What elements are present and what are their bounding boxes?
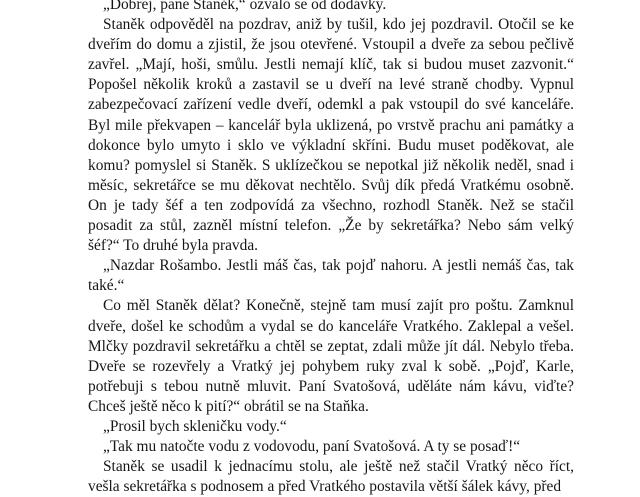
paragraph-3: „Nazdar Rošambo. Jestli máš čas, tak pojď nahoru. A jestli nemáš čas, tak také.“ (88, 257, 574, 295)
paragraph-6: „Tak mu natočte vodu z vodovodu, paní Svatošová. A ty se posaď!“ (103, 438, 521, 456)
paragraph-4: Co měl Staněk dělat? Konečně, stejně tam musí zajít pro poštu. Zamknul dveře, došel ke schodům a vydal se do kanceláře Vratkého. Zaklepal a vešel. Mlčky pozdravil sekretářku a chtěl se zeptat, zdali může jít dál. Nebylo třeba. Dveře se rozevřely a Vratký jej pohybem ruky zval k sobě. „Pojď, Karle, potřebuji s tebou nutně mluvit. Paní Svatošová, uděláte nám kávu, viďte? Chceš ještě něco k pití?“ obrátil se na Staňka. (88, 297, 574, 415)
paragraph-1: „Dobrej, pane Staněk,“ ozvalo se od dodávky. (103, 0, 387, 13)
paragraph-2: Staněk odpověděl na pozdrav, aniž by tušil, kdo jej pozdravil. Otočil se ke dveřím do domu a zjistil, že jsou otevřené. Vstoupil a dveře za sebou pečlivě zavřel. „Mají, hoši, smůlu. Jestli nemají klíč, tak si budou muset zazvonit.“ Popošel několik kroků a zastavil se u dveří na levé straně chodby. Vypnul zabezpečovací zařízení vedle dveří, odemkl a pak vstoupil do své kanceláře. Byl mile překvapen – kancelář byla uklizená, po vrstvě prachu ani památky a dokonce bylo umyto i sklo ve výkladní skříni. Budu muset poděkovat, ale komu? pomyslel si Staněk. S uklízečkou se nepotkal již několik neděl, snad i měsíc, sekretářce se mu děkovat nechtělo. Svůj dík předá Vratkému osobně. On je tady šéf a ten zodpovídá za všechno, rozhodl Staněk. Než se stačil posadit za stůl, zazněl místní telefon. „Že by sekretářka? Nebo sám velký šéf?“ To druhé byla pravda. (88, 16, 574, 255)
paragraph-7: Staněk se usadil k jednacímu stolu, ale ještě než stačil Vratký něco říct, vešla sekretářka s podnosem a před Vratkého postavila větší šálek kávy, před (88, 458, 574, 496)
book-page (88, 0, 574, 497)
paragraph-5: „Prosil bych skleničku vody.“ (103, 417, 287, 435)
